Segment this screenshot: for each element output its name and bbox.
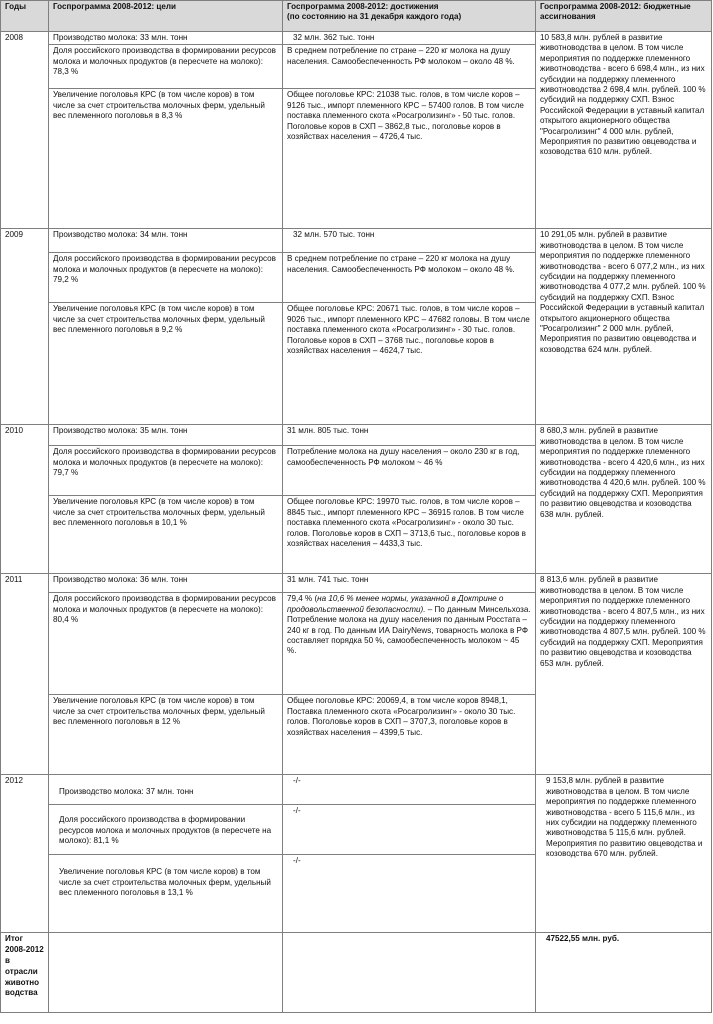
- table-row: [1, 32, 712, 45]
- achievement-cell-self-sufficiency: [283, 593, 536, 695]
- achievement-cell: -/-: [283, 805, 536, 855]
- goal-cell: Производство молока: 34 млн. тонн: [49, 229, 283, 253]
- achievement-cell: 31 млн. 805 тыс. тонн: [283, 425, 536, 446]
- budget-cell: 10 583,8 млн. рублей в развитие животноводства в целом. В том числе мероприятия по поддержке племенного животноводства - всего 6 698,4 млн., из них субсидии на поддержку племенного животноводства 2 698,4 млн. рублей. 100 % субсидий на поддержку СХП. Взнос Российской Федерации в уставный капитал открытого акционерного общества "Росагролизинг" 4 000 млн. рублей, Мероприятия по развитию овцеводства и козоводства 610 млн. рублей.: [536, 32, 712, 229]
- year-cell: 2008: [1, 32, 49, 229]
- goal-cell: Производство молока: 33 млн. тонн: [49, 32, 283, 45]
- goal-cell: Производство молока: 37 млн. тонн: [49, 775, 283, 805]
- budget-cell: 9 153,8 млн. рублей в развитие животноводства в целом. В том числе мероприятия по поддержке племенного животноводства - всего 5 115,6 млн., из них субсидии на поддержку племенного животноводства 5 115,6 млн. рублей. Мероприятия по развитию овцеводства и козоводства 670 млн. рублей.: [536, 775, 712, 933]
- total-value: 47522,55 млн. руб.: [536, 933, 712, 1013]
- goal-cell: Доля российского производства в формировании ресурсов молока и молочных продуктов (в пересчете на молоко): 79,7 %: [49, 446, 283, 496]
- header-achievements: [283, 1, 536, 32]
- goal-cell: Увеличение поголовья КРС (в том числе коров) в том числе за счет строительства молочных ферм, удельный вес племенного поголовья в 10,1 %: [49, 496, 283, 574]
- total-row: [1, 933, 712, 1013]
- achievement-share-text: 79,4 % (: [287, 594, 318, 604]
- total-label: Итог 2008-2012 в отрасли животно водства: [1, 933, 49, 1013]
- achievement-cell: 32 млн. 362 тыс. тонн: [283, 32, 536, 45]
- achievement-cell: Общее поголовье КРС: 19970 тыс. голов, в том числе коров – 8845 тыс., импорт племенного КРС – 36915 голов. В том числе поставка племенного скота «Росагролизинг» - около 30 тыс. голов. Поголовье коров в СХП – 3713,6 тыс., поголовье коров в хозяйствах населения – 4433,3 тыс.: [283, 496, 536, 574]
- budget-cell: 10 291,05 млн. рублей в развитие животноводства в целом. В том числе мероприятия по поддержке племенного животноводства - всего 6 077,2 млн., из них субсидии на поддержку племенного животноводства 4 077,2 млн. рублей. 100 % субсидий на поддержку СХП. Взнос Российской Федерации в уставный капитал открытого акционерного общества "Росагролизинг" 2 000 млн. рублей, Мероприятия по развитию овцеводства и козоводства 624 млн. рублей.: [536, 229, 712, 425]
- achievement-cell: В среднем потребление по стране – 220 кг молока на душу населения. Самообеспеченность РФ молоком – около 48 %.: [283, 253, 536, 303]
- budget-cell: 8 813,6 млн. рублей в развитие животноводства в целом. В том числе мероприятия по поддержке племенного животноводства - всего 4 807,5 млн., из них субсидии на поддержку племенного животноводства 4 807,5 млн. рублей. 100 % субсидий на поддержку СХП. Мероприятия по развитию овцеводства и козоводства 653 млн. рублей.: [536, 574, 712, 775]
- achievement-cell: 31 млн. 741 тыс. тонн: [283, 574, 536, 593]
- goal-cell: Доля российского производства в формировании ресурсов молока и молочных продуктов (в пересчете на молоко): 80,4 %: [49, 593, 283, 695]
- achievement-sources-text: – По данным Минсельхоза. Потребление молока на душу населения по данным Росстата – 240 кг в год. По данным ИА DairyNews, товарность молока в РФ составляет порядка 50 %, самообеспеченность молоком ~ 45 %.: [287, 604, 531, 656]
- achievement-cell: Общее поголовье КРС: 20671 тыс. голов, в том числе коров – 9026 тыс., импорт племенного КРС – 47682 головы. В том числе поставка племенного скота «Росагролизинг» - 30 тыс. голов. Поголовье коров в СХП – 3768 тыс., поголовье коров в хозяйствах населения – 4624,7 тыс.: [283, 303, 536, 425]
- header-row: [1, 1, 712, 32]
- total-empty-goals: [49, 933, 283, 1013]
- achievement-cell: Общее поголовье КРС: 21038 тыс. голов, в том числе коров – 9126 тыс., импорт племенного КРС – 57400 голов. В том числе поставка племенного скота «Росагролизинг» - 50 тыс. голов. Поголовье коров в СХП – 3862,8 тыс., поголовье коров в хозяйствах населения – 4726,4 тыс.: [283, 89, 536, 229]
- header-years: Годы: [1, 1, 49, 32]
- table-row: [1, 775, 712, 805]
- header-budget: Госпрограмма 2008-2012: бюджетные ассигнования: [536, 1, 712, 32]
- header-achievements-title: Госпрограмма 2008-2012: достижения: [287, 2, 439, 11]
- goal-cell: Увеличение поголовья КРС (в том числе коров) в том числе за счет строительства молочных ферм, удельный вес племенного поголовья в 8,3 %: [49, 89, 283, 229]
- achievement-cell: -/-: [283, 775, 536, 805]
- goal-cell: Доля российского производства в формировании ресурсов молока и молочных продуктов (в пересчете на молоко): 81,1 %: [49, 805, 283, 855]
- goal-cell: Увеличение поголовья КРС (в том числе коров) в том числе за счет строительства молочных ферм, удельный вес племенного поголовья в 9,2 %: [49, 303, 283, 425]
- total-empty-achievements: [283, 933, 536, 1013]
- budget-cell: 8 680,3 млн. рублей в развитие животноводства в целом. В том числе мероприятия по поддержке племенного животноводства - всего 4 420,6 млн., из них субсидии на поддержку племенного животноводства 4 420,6 млн. рублей. 100 % субсидий на поддержку СХП. Мероприятия по развитию овцеводства и козоводства 638 млн. рублей.: [536, 425, 712, 574]
- achievement-cell: -/-: [283, 855, 536, 933]
- goal-cell: Увеличение поголовья КРС (в том числе коров) в том числе за счет строительства молочных ферм, удельный вес племенного поголовья в 13,1 %: [49, 855, 283, 933]
- table-row: [1, 229, 712, 253]
- header-goals: Госпрограмма 2008-2012: цели: [49, 1, 283, 32]
- achievement-cell: В среднем потребление по стране – 220 кг молока на душу населения. Самообеспеченность РФ молоком – около 48 %.: [283, 45, 536, 89]
- achievement-norm-note: на 10,6 % менее нормы, указанной в Доктрине о продовольственной безопасности).: [287, 594, 504, 614]
- goal-cell: Производство молока: 36 млн. тонн: [49, 574, 283, 593]
- goal-cell: Доля российского производства в формировании ресурсов молока и молочных продуктов (в пересчете на молоко): 78,3 %: [49, 45, 283, 89]
- table-row: [1, 574, 712, 593]
- goal-cell: Производство молока: 35 млн. тонн: [49, 425, 283, 446]
- goal-cell: Доля российского производства в формировании ресурсов молока и молочных продуктов (в пересчете на молоко): 79,2 %: [49, 253, 283, 303]
- header-achievements-subtitle: (по состоянию на 31 декабря каждого года): [287, 12, 462, 22]
- achievement-cell: Потребление молока на душу населения – около 230 кг в год, самообеспеченность РФ молоком ~ 46 %: [283, 446, 536, 496]
- goal-cell: Увеличение поголовья КРС (в том числе коров) в том числе за счет строительства молочных ферм, удельный вес племенного поголовья в 12 %: [49, 695, 283, 775]
- achievement-cell: 32 млн. 570 тыс. тонн: [283, 229, 536, 253]
- year-cell: 2011: [1, 574, 49, 775]
- achievement-cell: Общее поголовье КРС: 20069,4, в том числе коров 8948,1, Поставка племенного скота «Росагролизинг» - около 30 тыс. голов. Поголовье коров в СХП – 3707,3, поголовье коров в хозяйствах населения – 4399,5 тыс.: [283, 695, 536, 775]
- table-row: [1, 425, 712, 446]
- year-cell: 2009: [1, 229, 49, 425]
- year-cell: 2012: [1, 775, 49, 933]
- year-cell: 2010: [1, 425, 49, 574]
